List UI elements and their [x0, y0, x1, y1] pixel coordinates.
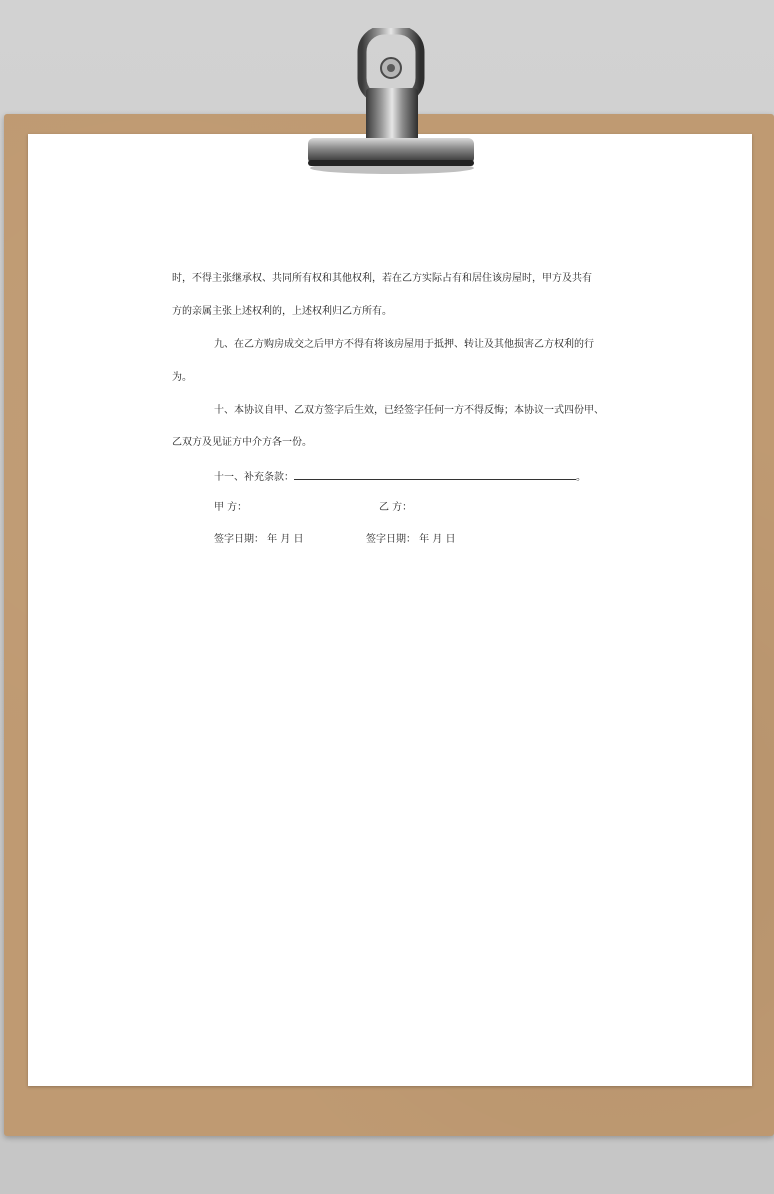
paragraph-line: 十、本协议自甲、乙双方签字后生效，已经签字任何一方不得反悔；本协议一式四份甲、 — [214, 405, 604, 416]
paragraph-line: 方的亲属主张上述权利的，上述权利归乙方所有。 — [172, 306, 392, 317]
paragraph-line: 九、在乙方购房成交之后甲方不得有将该房屋用于抵押、转让及其他损害乙方权利的行 — [214, 339, 594, 350]
supplement-clause — [214, 469, 674, 485]
sign-date-b: 签字日期： 年 月 日 — [366, 534, 456, 545]
supplement-blank-line — [294, 469, 576, 480]
document-page — [28, 134, 752, 1086]
document-body — [28, 134, 752, 1086]
paragraph-line: 时，不得主张继承权、共同所有权和其他权利，若在乙方实际占有和居住该房屋时，甲方及共有 — [172, 273, 592, 284]
supplement-end: 。 — [576, 472, 586, 483]
binder-clip-icon — [300, 28, 480, 178]
paragraph-line: 为。 — [172, 372, 192, 383]
supplement-label: 十一、补充条款： — [214, 472, 294, 483]
party-a-label: 甲 方： — [214, 502, 248, 513]
paragraph-line: 乙双方及见证方中介方各一份。 — [172, 437, 312, 448]
sign-date-a: 签字日期： 年 月 日 — [214, 534, 304, 545]
party-b-label: 乙 方： — [379, 502, 413, 513]
